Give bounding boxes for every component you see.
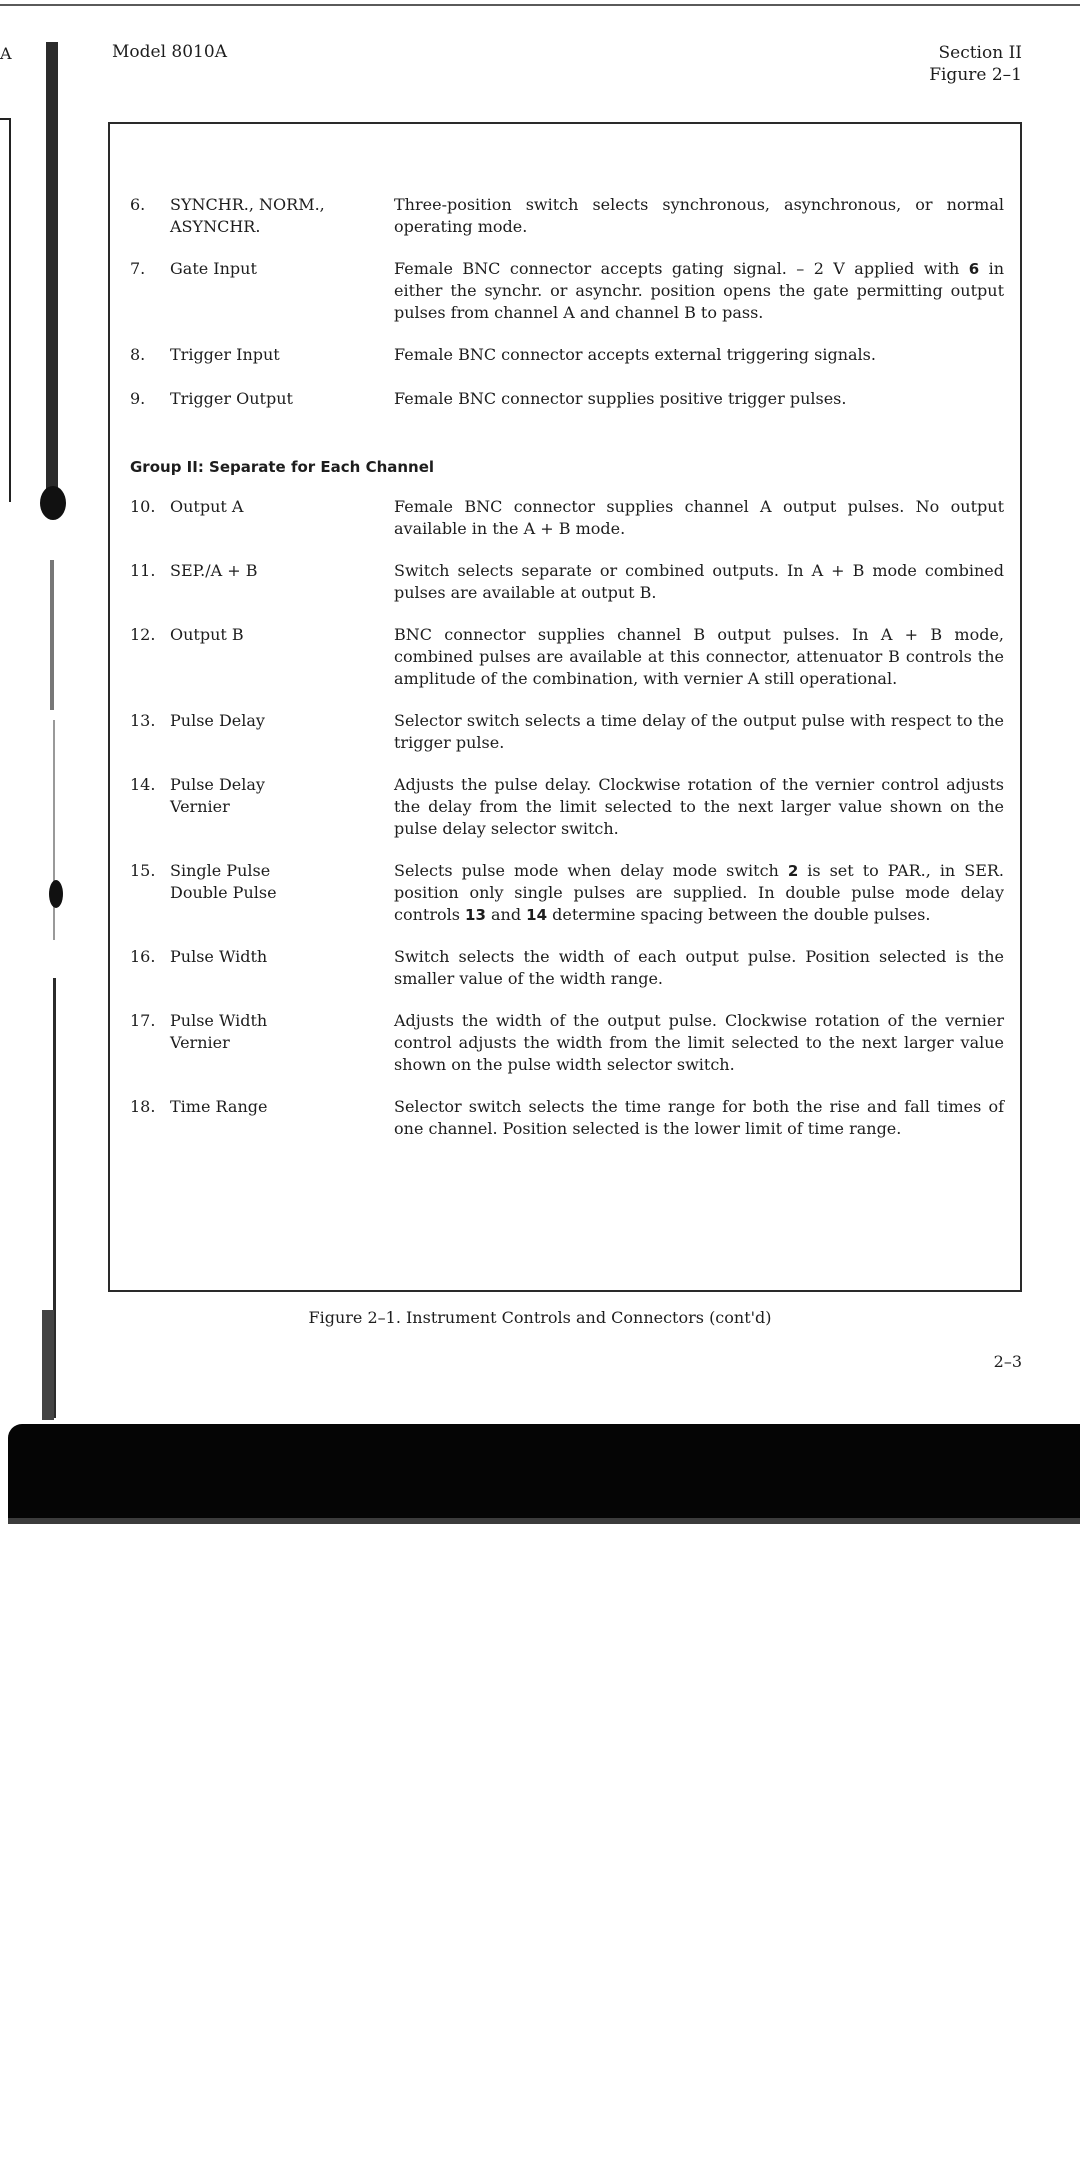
item-description: Selector switch selects a time delay of the output pulse with respect to the trigger pulse. xyxy=(394,711,1004,752)
item-name: Pulse Width xyxy=(170,947,268,966)
reference-number: 13 xyxy=(465,906,486,924)
item-name: Output A xyxy=(170,497,244,516)
item-description: Adjusts the pulse delay. Clockwise rotation of the vernier control adjusts the delay from the limit selected to the next larger value shown on the pulse delay selector switch. xyxy=(394,775,1004,838)
item-number: 16. xyxy=(130,947,156,966)
item-name: SEP./A + B xyxy=(170,561,258,580)
item-name-line: Single Pulse xyxy=(170,861,271,880)
item-name: Trigger Output xyxy=(170,389,293,408)
binding-hole-upper xyxy=(40,486,66,520)
item-number: 17. xyxy=(130,1011,156,1030)
section-label: Section II xyxy=(938,43,1022,63)
desc-text: Selects pulse mode when delay mode switch xyxy=(394,861,788,880)
item-name: Output B xyxy=(170,625,244,644)
edge-letter: A xyxy=(0,44,12,63)
desc-text: is set to PAR., in SER. position only single pulses are supplied. In double pulse mode delay controls xyxy=(394,861,1004,924)
item-name: Gate Input xyxy=(170,259,257,278)
item-name: Pulse Delay Vernier xyxy=(170,775,265,816)
item-number: 11. xyxy=(130,561,156,580)
item-number: 6. xyxy=(130,195,146,214)
binding-spine-mid xyxy=(50,560,54,710)
item-number: 9. xyxy=(130,389,146,408)
item-number: 8. xyxy=(130,345,146,364)
binding-hole-lower xyxy=(49,880,63,908)
item-description: BNC connector supplies channel B output pulses. In A + B mode, combined pulses are available at this connector, attenuator B controls the amplitude of the combination, with vernier A still operational. xyxy=(394,625,1004,688)
item-number: 14. xyxy=(130,775,156,794)
figure-caption: Figure 2–1. Instrument Controls and Connectors (cont'd) xyxy=(308,1308,772,1327)
scan-black-band xyxy=(8,1424,1080,1524)
left-page-bracket xyxy=(0,118,11,502)
item-number: 15. xyxy=(130,861,156,880)
desc-text: in either the synchr. or asynchr. position opens the gate permitting output pulses from channel A and channel B to pass. xyxy=(394,259,1004,322)
item-number: 12. xyxy=(130,625,156,644)
item-description: Switch selects the width of each output pulse. Position selected is the smaller value of the width range. xyxy=(394,947,1004,988)
item-description: Adjusts the width of the output pulse. Clockwise rotation of the vernier control adjusts the width from the limit selected to the next larger value shown on the pulse width selector switch. xyxy=(394,1011,1004,1074)
item-name-line: Double Pulse xyxy=(170,883,277,902)
figure-label: Figure 2–1 xyxy=(929,65,1022,85)
item-name: Pulse Width Vernier xyxy=(170,1011,268,1052)
controls-table-panel xyxy=(108,122,1022,1292)
reference-number: 6 xyxy=(968,260,980,278)
item-number: 18. xyxy=(130,1097,156,1116)
item-description xyxy=(394,860,1004,926)
desc-text: determine spacing between the double pulses. xyxy=(547,905,931,924)
item-description: Three-position switch selects synchronous, asynchronous, or normal operating mode. xyxy=(394,195,1004,236)
item-description: Selector switch selects the time range for both the rise and fall times of one channel. Position selected is the lower limit of time range. xyxy=(394,1097,1004,1138)
reference-number: 2 xyxy=(787,862,799,880)
top-rule xyxy=(0,4,1080,6)
item-number: 13. xyxy=(130,711,156,730)
desc-text: Female BNC connector accepts gating signal. – 2 V applied with xyxy=(394,259,969,278)
item-number: 10. xyxy=(130,497,156,516)
item-name: Pulse Delay xyxy=(170,711,265,730)
page-number: 2–3 xyxy=(993,1352,1022,1371)
item-name: Trigger Input xyxy=(170,345,280,364)
binding-spine-upper xyxy=(46,42,58,512)
group-heading: Group II: Separate for Each Channel xyxy=(130,458,435,476)
desc-text: and xyxy=(485,905,527,924)
item-name: Time Range xyxy=(170,1097,268,1116)
item-name: SYNCHR., NORM., ASYNCHR. xyxy=(170,195,325,236)
item-description: Female BNC connector supplies positive trigger pulses. xyxy=(394,389,847,408)
item-number: 7. xyxy=(130,259,146,278)
section-header xyxy=(929,42,1022,86)
model-label: Model 8010A xyxy=(112,42,227,62)
item-description: Switch selects separate or combined outputs. In A + B mode combined pulses are available at output B. xyxy=(394,561,1004,602)
item-description: Female BNC connector accepts external triggering signals. xyxy=(394,345,876,364)
item-description: Female BNC connector supplies channel A output pulses. No output available in the A + B mode. xyxy=(394,497,1004,538)
item-name xyxy=(170,860,370,904)
reference-number: 14 xyxy=(526,906,548,924)
scan-band-edge xyxy=(8,1518,1080,1524)
item-description xyxy=(394,258,1004,324)
